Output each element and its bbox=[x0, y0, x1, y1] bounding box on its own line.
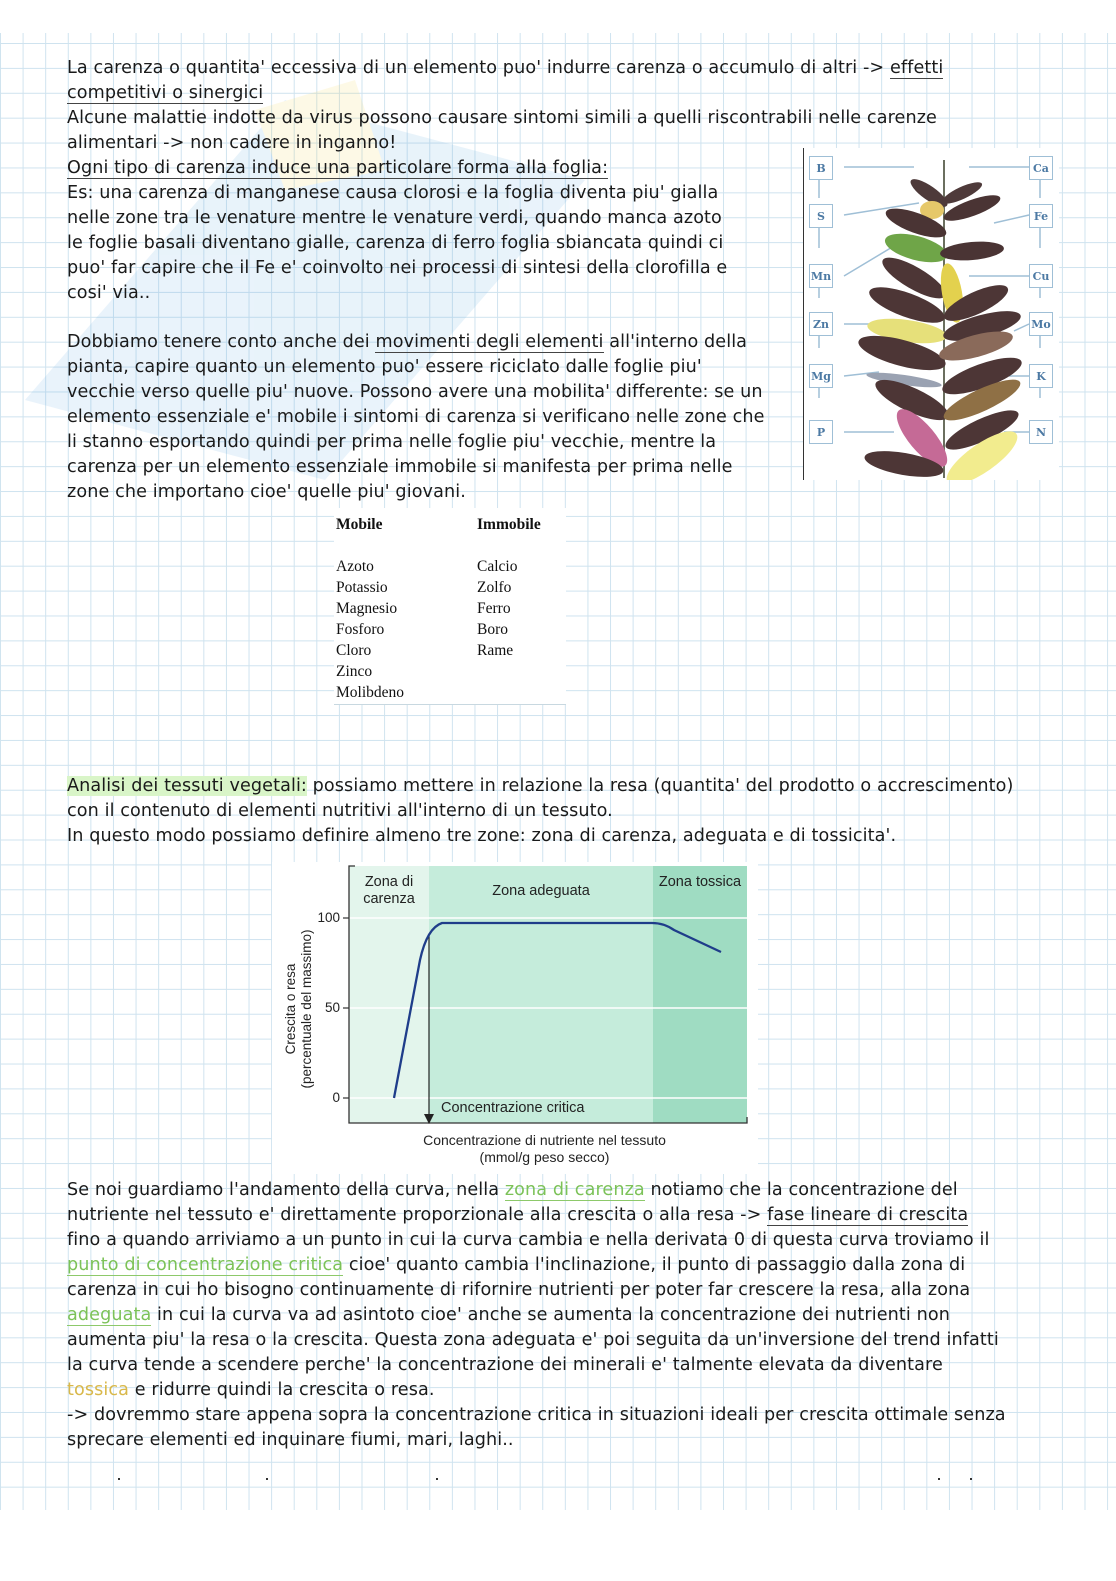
text-line: In questo modo possiamo definire almeno tre zone: zona di carenza, adeguata e di tossicita'. bbox=[67, 826, 897, 846]
underlined-text: movimenti degli elementi bbox=[375, 332, 604, 352]
plant-illustration-icon bbox=[804, 148, 1059, 480]
growth-curve-chart bbox=[272, 862, 758, 1174]
element-label-cu: Cu bbox=[1029, 264, 1053, 288]
text-line: puo' far capire che il Fe e' coinvolto nei processi di sintesi della clorofilla e bbox=[67, 258, 728, 278]
table-cell: Magnesio bbox=[336, 600, 398, 617]
zone-label-adequate: Zona adeguata bbox=[492, 883, 590, 899]
highlighted-term: Analisi dei tessuti vegetali: bbox=[67, 776, 307, 796]
underlined-text: Ogni tipo di carenza induce una particolare forma alla foglia: bbox=[67, 158, 609, 178]
underlined-text: effetti bbox=[889, 58, 944, 78]
table-cell: Zinco bbox=[336, 663, 373, 680]
green-term-critical-point: punto di concentrazione critica bbox=[67, 1255, 344, 1275]
zone-label-deficiency: Zona di carenza bbox=[363, 874, 415, 907]
column-header-immobile: Immobile bbox=[477, 516, 541, 533]
green-term-toxic: tossica bbox=[67, 1380, 130, 1400]
text-line: aumenta piu' la resa o la crescita. Questa zona adeguata e' poi seguita da un'inversione del trend infatti bbox=[67, 1330, 999, 1350]
text: Se noi guardiamo l'andamento della curva, nella bbox=[67, 1180, 505, 1200]
paragraph-element-movement bbox=[67, 330, 765, 505]
underlined-text: competitivi o sinergici bbox=[67, 83, 264, 103]
text-line: vecchie verso quelle piu' nuove. Possono avere una mobilita' differente: se un bbox=[67, 382, 763, 402]
text: e ridurre quindi la crescita o resa. bbox=[129, 1380, 435, 1400]
text-line: elemento essenziale e' mobile i sintomi di carenza si verificano nelle zone che bbox=[67, 407, 765, 427]
text-line: carenza per un elemento essenziale immobile si manifesta per prima nelle bbox=[67, 457, 733, 477]
element-label-mo: Mo bbox=[1029, 312, 1053, 336]
mobile-column bbox=[336, 514, 404, 703]
text-line: la curva tende a scendere perche' la concentrazione dei minerali e' talmente elevata da diventare bbox=[67, 1355, 943, 1375]
element-label-zn: Zn bbox=[809, 312, 833, 336]
growth-chart bbox=[272, 862, 758, 1174]
mobility-table bbox=[334, 508, 566, 705]
element-label-mn: Mn bbox=[809, 264, 833, 288]
table-cell: Boro bbox=[477, 621, 508, 638]
element-label-p: P bbox=[809, 420, 833, 444]
text-line: fino a quando arriviamo a un punto in cui la curva cambia e nella derivata 0 di questa curva troviamo il bbox=[67, 1230, 990, 1250]
element-label-fe: Fe bbox=[1029, 204, 1053, 228]
green-term-deficiency-zone: zona di carenza bbox=[504, 1180, 645, 1200]
text-line: li stanno esportando quindi per prima nelle foglie piu' vecchie, mentre la bbox=[67, 432, 717, 452]
element-label-n: N bbox=[1029, 420, 1053, 444]
y-tick-50: 50 bbox=[324, 1000, 340, 1015]
text-line: carenza in cui ho bisogno continuamente di rifornire nutrienti per poter far crescere la resa, alla zona bbox=[67, 1280, 971, 1300]
element-label-s: S bbox=[809, 204, 833, 228]
table-cell: Azoto bbox=[336, 558, 374, 575]
table-cell: Zolfo bbox=[477, 579, 512, 596]
critical-concentration-label: Concentrazione critica bbox=[441, 1100, 585, 1116]
immobile-column bbox=[477, 514, 541, 661]
table-cell: Potassio bbox=[336, 579, 388, 596]
paragraph-leaf-shape bbox=[67, 156, 727, 306]
text: Dobbiamo tenere conto anche dei bbox=[67, 332, 376, 352]
x-axis-label bbox=[272, 1132, 818, 1166]
text-line: nelle zone tra le venature mentre le venature verdi, quando manca azoto bbox=[67, 208, 722, 228]
text-line: con il contenuto di elementi nutritivi all'interno di un tessuto. bbox=[67, 801, 613, 821]
text-line: sprecare elementi ed inquinare fiumi, mari, laghi.. bbox=[67, 1430, 514, 1450]
text: possiamo mettere in relazione la resa (quantita' del prodotto o accrescimento) bbox=[306, 776, 1014, 796]
x-axis-title: Concentrazione di nutriente nel tessuto (mmol/g peso secco) bbox=[423, 1132, 666, 1165]
text: cioe' quanto cambia l'inclinazione, il punto di passaggio dalla zona di bbox=[343, 1255, 966, 1275]
text: nutriente nel tessuto e' direttamente proporzionale alla crescita o alla resa -> bbox=[67, 1205, 768, 1225]
zone-label-toxic: Zona tossica bbox=[658, 874, 742, 890]
text-line: alimentari -> non cadere in inganno! bbox=[67, 133, 397, 153]
table-cell: Cloro bbox=[336, 642, 372, 659]
table-cell: Calcio bbox=[477, 558, 518, 575]
y-tick-100: 100 bbox=[317, 910, 340, 925]
element-label-b: B bbox=[809, 156, 833, 180]
paragraph-competitive-effects bbox=[67, 56, 943, 106]
table-cell: Fosforo bbox=[336, 621, 385, 638]
text: in cui la curva va ad asintoto cioe' anche se aumenta la concentrazione dei nutrienti non bbox=[151, 1305, 950, 1325]
underlined-text: fase lineare di crescita bbox=[767, 1205, 969, 1225]
table-cell: Ferro bbox=[477, 600, 511, 617]
table-cell: Molibdeno bbox=[336, 684, 405, 701]
footer-dots bbox=[0, 1478, 1116, 1482]
column-header-mobile: Mobile bbox=[336, 516, 383, 533]
text-line: cosi' via.. bbox=[67, 283, 151, 303]
element-label-ca: Ca bbox=[1029, 156, 1053, 180]
plant-deficiency-figure bbox=[803, 148, 1059, 480]
paragraph-tissue-analysis bbox=[67, 774, 1014, 849]
text: all'interno della bbox=[603, 332, 748, 352]
text-line: pianta, capire quanto un elemento puo' essere riciclato dalle foglie piu' bbox=[67, 357, 702, 377]
green-term-adequate: adeguata bbox=[67, 1305, 152, 1325]
text: La carenza o quantita' eccessiva di un elemento puo' indurre carenza o accumulo di altri -> bbox=[67, 58, 890, 78]
text-line: Alcune malattie indotte da virus possono causare sintomi simili a quelli riscontrabili nelle carenze bbox=[67, 108, 937, 128]
text-line: Es: una carenza di manganese causa clorosi e la foglia diventa piu' gialla bbox=[67, 183, 719, 203]
text-line: le foglie basali diventano gialle, carenza di ferro foglia sbiancata quindi ci bbox=[67, 233, 724, 253]
y-axis-label: Crescita o resa (percentuale del massimo) bbox=[283, 929, 314, 1089]
text-line: -> dovremmo stare appena sopra la concentrazione critica in situazioni ideali per crescita ottimale senza bbox=[67, 1405, 1006, 1425]
element-label-mg: Mg bbox=[809, 364, 833, 388]
text-line: zone che importano cioe' quelle piu' giovani. bbox=[67, 482, 466, 502]
text: notiamo che la concentrazione del bbox=[644, 1180, 958, 1200]
element-label-k: K bbox=[1029, 364, 1053, 388]
table-cell: Rame bbox=[477, 642, 514, 659]
y-tick-0: 0 bbox=[332, 1090, 340, 1105]
paragraph-curve-explanation bbox=[67, 1178, 1006, 1453]
